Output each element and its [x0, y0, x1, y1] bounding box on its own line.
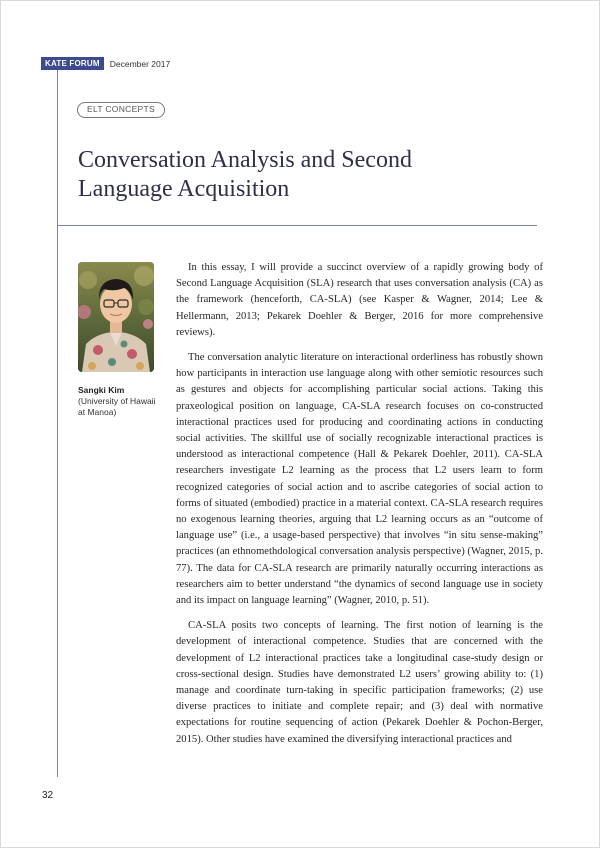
author-photo: [78, 262, 154, 372]
horizontal-rule: [57, 225, 537, 226]
article-title: Conversation Analysis and Second Language Acquisition: [78, 147, 412, 202]
body-paragraph: The conversation analytic literature on interactional orderliness has robustly shown how participants in interaction use language along with other semiotic resources such as gestures and objects for accomplishing particular social actions. Taking this praxeological position on language, CA-SLA research focuses on co-constructed interactional practices used for producing and coordinating actions in conducting social activities. The skillful use of socially recognizable interactional practices is understood as interactional competence (Hall & Pekarek Doehler, 2011). CA-SLA researchers investigate L2 learning as the process that L2 users learn to form recognized categories of social action and to ascribe categories of social action to forms of situated (embodied) practice in a material context. CA-SLA research requires no exogenous learning theories, arguing that L2 learning occurs as an “outcome of language use” (i.e., a usage-based perspective) that involves “in situ sense-making” practices (an ethnomethdological conversation analysis perspective) (Wagner, 2015, p. 77). The data for CA-SLA research are primarily naturally occurring interactions as researchers aim to better understand “the dynamics of second language use in society and its impact on language learning” (Wagner, 2010, p. 51).: [176, 352, 543, 607]
body-paragraph: In this essay, I will provide a succinct overview of a rapidly growing body of Second Language Acquisition (SLA) research that uses conversation analysis (CA) as the framework (henceforth, CA-SLA) (see Kasper & Wagner, 2014; Lee & Hellermann, 2013; Pekarek Doehler & Berger, 2016 for more comprehensive reviews).: [176, 262, 543, 338]
issue-date: December 2017: [109, 58, 171, 69]
category-tag: ELT CONCEPTS: [77, 102, 165, 118]
body-paragraph: CA-SLA posits two concepts of learning. The first notion of learning is the development of interactional competence. Studies that are concerned with the development of L2 interactional practices take a longitudinal case-study design or cross-sectional design. Studies have demonstrated L2 users’ growing ability to: (1) manage and coordinate turn-taking in specific participation frameworks; (2) use diverse practices to initiate and complete repair; and (3) deal with normative expectations for routine sequencing of action (Pekarek Doehler & Pochon-Berger, 2015). Other studies have examined the diversifying interactional practices and: [176, 620, 543, 745]
author-affiliation: (University of Hawaii at Manoa): [78, 396, 156, 417]
article-body: [176, 260, 543, 757]
page-header: [41, 57, 170, 70]
vertical-rule: [57, 70, 58, 777]
forum-tag: KATE FORUM: [41, 57, 104, 70]
author-name: Sangki Kim: [78, 385, 125, 395]
page-number: 32: [42, 790, 54, 801]
